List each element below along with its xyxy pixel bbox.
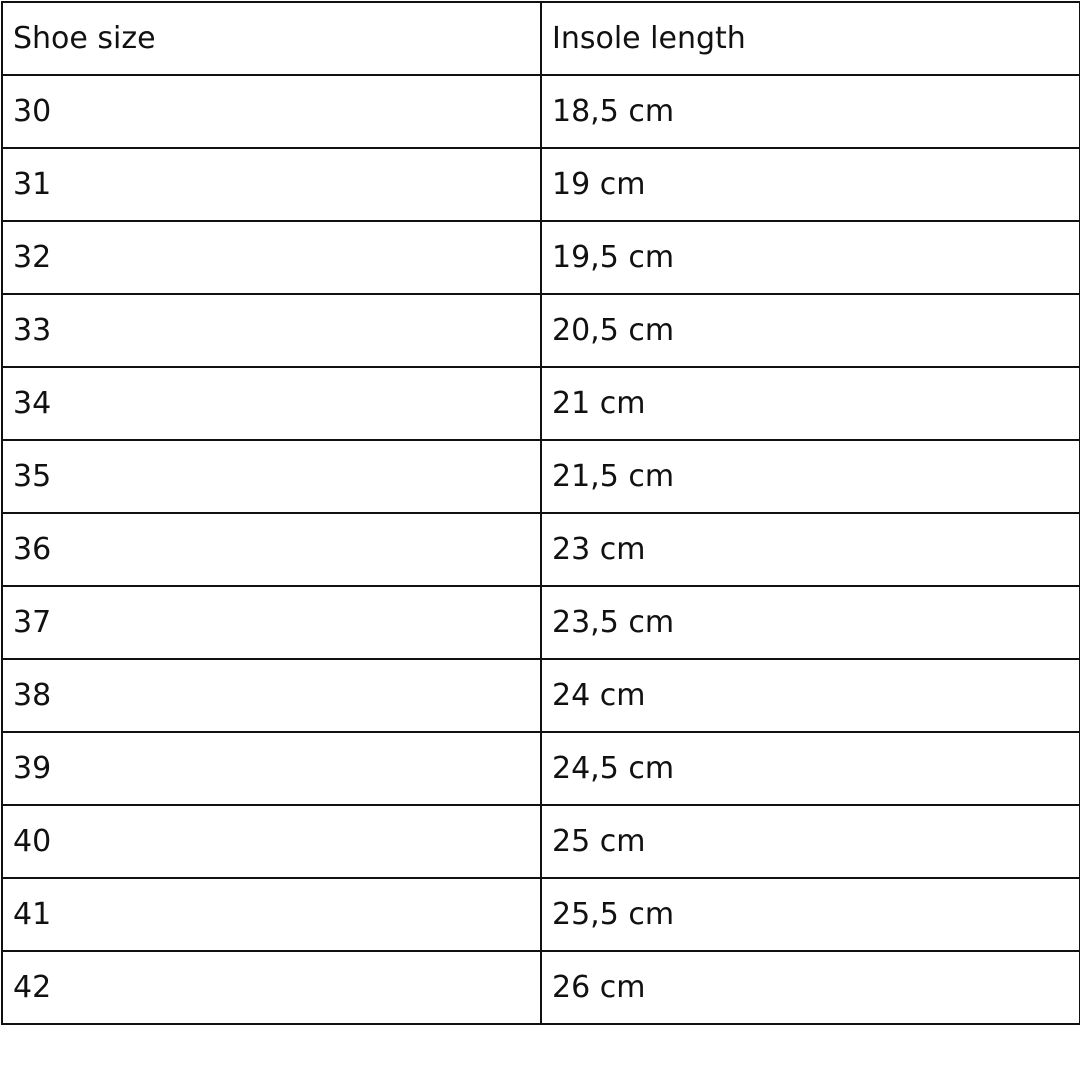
cell-shoe-size: 36 [2, 513, 541, 586]
cell-insole-length: 23,5 cm [541, 586, 1080, 659]
cell-insole-length: 21 cm [541, 367, 1080, 440]
table-body [2, 2, 1080, 1024]
header-insole-length: Insole length [541, 2, 1080, 75]
size-chart-table [1, 1, 1080, 1025]
cell-insole-length: 25,5 cm [541, 878, 1080, 951]
table-row [2, 440, 1080, 513]
table-row [2, 294, 1080, 367]
cell-shoe-size: 39 [2, 732, 541, 805]
table-row [2, 221, 1080, 294]
cell-insole-length: 19 cm [541, 148, 1080, 221]
cell-shoe-size: 38 [2, 659, 541, 732]
table-row [2, 148, 1080, 221]
cell-insole-length: 24,5 cm [541, 732, 1080, 805]
cell-insole-length: 19,5 cm [541, 221, 1080, 294]
table-row [2, 586, 1080, 659]
cell-shoe-size: 40 [2, 805, 541, 878]
cell-insole-length: 21,5 cm [541, 440, 1080, 513]
table-row [2, 951, 1080, 1024]
header-shoe-size: Shoe size [2, 2, 541, 75]
cell-insole-length: 20,5 cm [541, 294, 1080, 367]
table-row [2, 878, 1080, 951]
table-row [2, 659, 1080, 732]
cell-shoe-size: 33 [2, 294, 541, 367]
table-row [2, 805, 1080, 878]
cell-shoe-size: 37 [2, 586, 541, 659]
cell-shoe-size: 30 [2, 75, 541, 148]
cell-shoe-size: 32 [2, 221, 541, 294]
cell-shoe-size: 42 [2, 951, 541, 1024]
cell-insole-length: 23 cm [541, 513, 1080, 586]
cell-shoe-size: 41 [2, 878, 541, 951]
cell-insole-length: 18,5 cm [541, 75, 1080, 148]
table-row [2, 367, 1080, 440]
cell-insole-length: 24 cm [541, 659, 1080, 732]
table-header-row [2, 2, 1080, 75]
cell-shoe-size: 31 [2, 148, 541, 221]
cell-shoe-size: 35 [2, 440, 541, 513]
table-row [2, 732, 1080, 805]
cell-insole-length: 26 cm [541, 951, 1080, 1024]
cell-insole-length: 25 cm [541, 805, 1080, 878]
table-row [2, 75, 1080, 148]
table-row [2, 513, 1080, 586]
cell-shoe-size: 34 [2, 367, 541, 440]
